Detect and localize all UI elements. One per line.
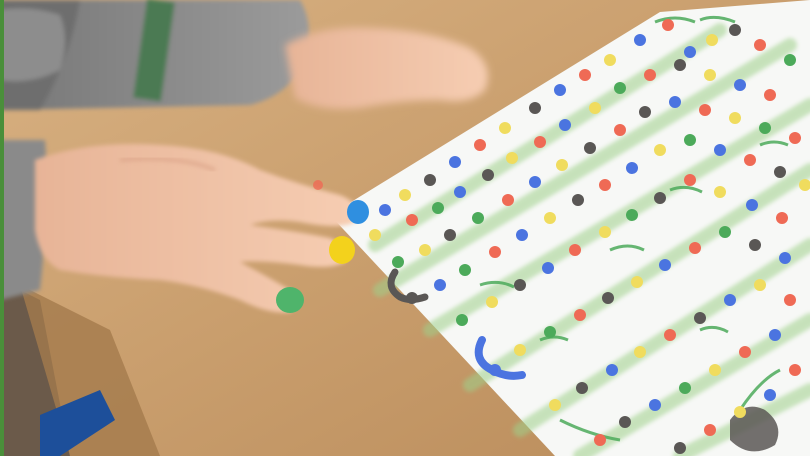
- nail-green: [276, 287, 304, 313]
- upper-arm: [0, 0, 309, 110]
- nail-blue: [347, 200, 369, 224]
- nail-red: [313, 180, 323, 190]
- nail-yellow: [329, 236, 355, 264]
- left-edge-bar: [0, 0, 4, 456]
